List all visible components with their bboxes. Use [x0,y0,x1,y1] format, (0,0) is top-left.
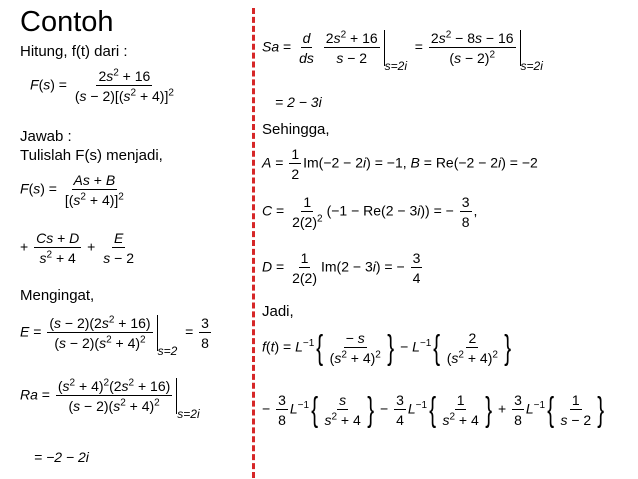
equation-A-B: A = $\frac{1}{2}$ Im(−2 − 2i) = −1, B = Re(−2 − 2i) = −2 [262,146,538,182]
column-divider [252,8,255,478]
equation-Ra: Ra = $\frac{(s^2 + 4)^2(2s^2 + 16)}{(s - 2)(s^2 + 4)^2}$ s=2i [20,377,200,421]
tulislah-text: Tulislah F(s) menjadi, [20,147,163,164]
jadi-text: Jadi, [262,303,294,320]
Ra-result: = −2 − 2i [34,449,89,465]
equation-D: D = $\frac{1}{2(2)}$ Im(2 − 3i) = − $\frac{3}{4}$ [262,250,421,286]
sehingga-text: Sehingga, [262,121,330,138]
equation-F: F(s) = $\frac{2s^2 + 16}{(s - 2)[(s^2 + 4)]^2}$ [30,67,174,104]
E-numerator: 3 [201,315,209,331]
equation-E: E = $\frac{(s - 2)(2s^2 + 16)}{(s - 2)(s^2 + 4)^2}$ s=2 = $\frac{3}{8}$ [20,314,209,358]
intro-text: Hitung, f(t) dari : [20,43,128,60]
equation-Sa: Sa = $\frac{d}{ds}$ $\frac{2s^2 + 16}{s - 2}$ s=2i = $\frac{2s^2 - 8s - 16}{(s - 2)^2}$ s=2i [262,29,543,73]
equation-partial-1: F(s) = $\frac{As + B}{[(s^2 + 4)]^2}$ [20,172,124,208]
equation-f-t-2: − $\frac{3}{8}$ $L^{-1}${ $\frac{s}{s^2 + 4}$ } − $\frac{3}{4}$ $L^{-1}${ $\frac{1}{s^2 + 4}$ } + $\frac{3}{8}$ $L^{-1}${ $\frac{1}{s - 2}$ } [262,391,605,429]
E-denominator: 8 [201,335,209,351]
Sa-result: = 2 − 3i [275,94,322,110]
equation-C: C = $\frac{1}{2(2)^2}$ (−1 − Re(2 − 3i)) = − $\frac{3}{8}$ , [262,194,478,230]
equation-partial-2: + $\frac{Cs + D}{s^2 + 4}$ + $\frac{E}{s - 2}$ [20,230,135,266]
equation-f-t-1: $f(t) = L^{-1}${ $\frac{- s}{(s^2 + 4)^2}$ } − $L^{-1}${ $\frac{2}{(s^2 + 4)^2}$ } [262,329,512,367]
mengingat-text: Mengingat, [20,287,95,304]
jawab-text: Jawab : [20,128,72,145]
page-title: Contoh [20,6,114,38]
